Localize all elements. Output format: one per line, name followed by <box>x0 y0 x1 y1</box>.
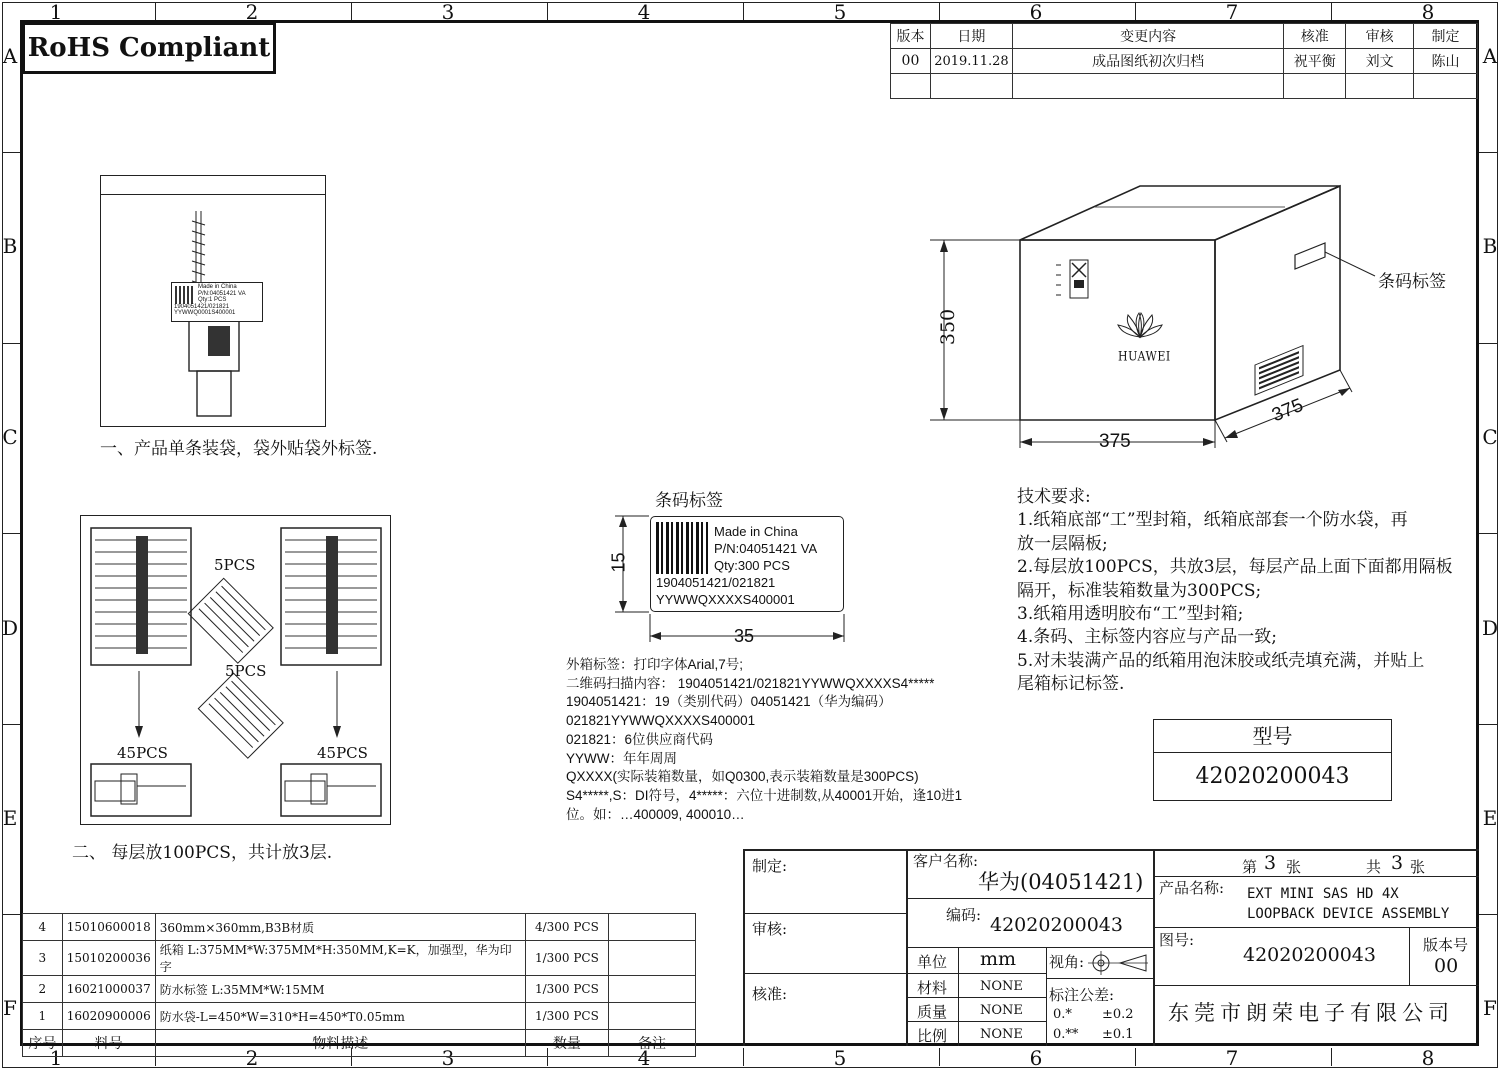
total-prefix: 共 <box>1366 858 1382 876</box>
tech-line: 4.条码、主标签内容应与产品一致; <box>1017 627 1277 648</box>
view-label: 视角: <box>1049 953 1085 971</box>
total-unit: 张 <box>1410 858 1426 876</box>
zone-col: 3 <box>441 1046 455 1070</box>
label-note-line: 1904051421：19（类别代码）04051421（华为编码） <box>566 694 892 710</box>
barcode-label-line: YYWWQXXXXS400001 <box>656 592 795 607</box>
rev-approver: 祝平衡 <box>1284 49 1346 74</box>
bom-header-desc: 物料描述 <box>155 1030 525 1057</box>
layer-arrangement-drawing <box>80 515 391 825</box>
box-brand: HUAWEI <box>1118 348 1171 365</box>
label-note-line: 外箱标签：打印字体Arial,7号; <box>566 657 744 672</box>
bom-no: 3 <box>23 941 63 976</box>
zone-row: C <box>2 425 18 449</box>
count-5pcs-a: 5PCS <box>214 556 256 574</box>
weight-label: 质量 <box>917 1003 948 1021</box>
zone-col: 7 <box>1225 0 1239 24</box>
rev-author: 陈山 <box>1414 49 1478 74</box>
bom-desc: 防水袋-L=450*W=310*H=450*T0.05mm <box>155 1003 525 1030</box>
zone-row: A <box>1482 44 1498 68</box>
projection-symbol-icon <box>1088 950 1150 976</box>
model-value: 42020200043 <box>1195 764 1350 789</box>
weight-value: NONE <box>980 1003 1023 1018</box>
label-note-line: QXXXX(实际装箱数量，如Q0300,表示装箱数量是300PCS) <box>566 769 919 785</box>
code-label: 编码: <box>946 906 982 924</box>
tol2-key: 0.** <box>1053 1027 1079 1042</box>
reviewed-by-label: 审核: <box>752 920 788 938</box>
label-height-dim: 15 <box>608 552 629 573</box>
bom-qty: 1/300 PCS <box>525 941 608 976</box>
product-line1: EXT MINI SAS HD 4X <box>1247 886 1399 902</box>
table-row <box>23 976 696 1003</box>
box-width-dim: 375 <box>1099 431 1131 452</box>
unit-label: 单位 <box>917 953 948 971</box>
bom-header-no: 序号 <box>23 1030 63 1057</box>
rev-date: 2019.11.28 <box>930 49 1012 74</box>
bom-desc: 360mm×360mm,B3B材质 <box>155 914 525 941</box>
version-label: 版本号 <box>1423 936 1469 954</box>
barcode-label-line: 1904051421/021821 <box>656 575 776 590</box>
zone-row: B <box>1482 234 1498 258</box>
tech-title: 技术要求: <box>1017 487 1091 507</box>
bom-header-row <box>23 1030 696 1057</box>
code-value: 42020200043 <box>990 914 1123 936</box>
bom-note <box>609 1003 696 1030</box>
zone-col: 4 <box>637 1046 651 1070</box>
figure1-caption: 一、产品单条装袋，袋外贴袋外标签. <box>100 439 378 459</box>
bom-note <box>609 941 696 976</box>
box-depth-dim: 375 <box>1269 394 1307 427</box>
tol1-val: ±0.2 <box>1102 1007 1134 1022</box>
barcode-label-line: Qty:300 PCS <box>714 558 790 573</box>
drawing-no-label: 图号: <box>1159 931 1195 949</box>
bom-qty: 1/300 PCS <box>525 1003 608 1030</box>
barcode-label-title: 条码标签 <box>655 491 723 511</box>
label-note-line: S4*****,S：DI符号，4*****：六位十进制数,从40001开始，逢10进1 <box>566 787 963 803</box>
revision-table <box>890 23 1478 99</box>
bag-label-line: 1904051421/021821 <box>174 303 230 310</box>
bom-part: 16020900006 <box>62 1003 155 1030</box>
rev-header-approve: 核准 <box>1284 24 1346 49</box>
bom-no: 1 <box>23 1003 63 1030</box>
product-line2: LOOPBACK DEVICE ASSEMBLY <box>1247 906 1450 922</box>
bom-qty: 4/300 PCS <box>525 914 608 941</box>
label-note-line: 二维码扫描内容： 1904051421/021821YYWWQXXXXS4***** <box>566 675 935 691</box>
company-name: 东莞市朗荣电子有限公司 <box>1168 1001 1454 1025</box>
bom-table <box>22 913 696 1057</box>
box-height-dim: 350 <box>937 308 960 346</box>
customer-label: 客户名称: <box>913 852 979 870</box>
zone-col: 7 <box>1225 1046 1239 1070</box>
figure2-caption: 二、 每层放100PCS，共计放3层. <box>72 843 333 863</box>
bag-label-line: Made in China <box>198 284 237 290</box>
qr-code-icon <box>175 286 193 304</box>
zone-row: C <box>1482 425 1498 449</box>
tolerance-label: 标注公差: <box>1049 986 1115 1004</box>
revision-header-row <box>891 24 1478 49</box>
scale-value: NONE <box>980 1027 1023 1042</box>
bom-no: 2 <box>23 976 63 1003</box>
tech-line: 5.对未装满产品的纸箱用泡沫胶或纸壳填充满，并贴上 <box>1017 650 1425 671</box>
bom-part: 16021000037 <box>62 976 155 1003</box>
zone-col: 3 <box>441 0 455 24</box>
bag-label-line: Qty:1 PCS <box>198 297 227 304</box>
bom-desc: 纸箱 L:375MM*W:375MM*H:350MM,K=K，加强型，华为印字 <box>155 941 525 976</box>
table-row <box>23 1003 696 1030</box>
bom-note <box>609 976 696 1003</box>
rev-header-review: 审核 <box>1346 24 1414 49</box>
table-row <box>23 914 696 941</box>
zone-col: 8 <box>1421 0 1435 24</box>
zone-row: D <box>1481 616 1499 640</box>
zone-col: 6 <box>1029 0 1043 24</box>
made-by-label: 制定: <box>752 857 788 875</box>
sheet-unit: 张 <box>1286 858 1302 876</box>
zone-col: 8 <box>1421 1046 1435 1070</box>
bom-header-part: 料号 <box>62 1030 155 1057</box>
rev-header-change: 变更内容 <box>1012 24 1283 49</box>
tech-line: 1.纸箱底部“工”型封箱，纸箱底部套一个防水袋，再 <box>1017 510 1408 531</box>
zone-row: F <box>3 996 17 1020</box>
bom-note <box>609 914 696 941</box>
rev-version: 00 <box>891 49 931 74</box>
zone-col: 1 <box>49 0 63 24</box>
tech-requirements <box>1017 486 1453 697</box>
label-note-line: 021821YYWWQXXXXS400001 <box>566 713 756 729</box>
count-45pcs-b: 45PCS <box>317 744 368 762</box>
tech-line: 尾箱标记标签. <box>1017 674 1125 695</box>
model-box <box>1153 719 1392 801</box>
table-row <box>23 941 696 976</box>
total-no: 3 <box>1391 852 1404 874</box>
bag-label-line: YYWWQ0001S400001 <box>174 310 236 317</box>
bag-label <box>171 282 263 322</box>
tech-line: 放一层隔板; <box>1017 533 1108 554</box>
barcode-callout: 条码标签 <box>1378 272 1446 292</box>
sheet-no: 3 <box>1264 852 1277 874</box>
rev-header-version: 版本 <box>891 24 931 49</box>
tol1-key: 0.* <box>1053 1007 1072 1022</box>
zone-col: 2 <box>245 0 259 24</box>
label-note-line: YYWW：年年周周 <box>566 750 677 766</box>
material-value: NONE <box>980 979 1023 994</box>
label-notes <box>566 656 962 824</box>
model-title: 型号 <box>1154 720 1391 753</box>
tol2-val: ±0.1 <box>1102 1027 1134 1042</box>
carton-box-drawing <box>930 180 1390 460</box>
customer-value: 华为(04051421) <box>978 870 1144 894</box>
scale-label: 比例 <box>917 1027 948 1045</box>
product-label: 产品名称: <box>1159 879 1225 897</box>
label-note-line: 位。如：…400009, 400010… <box>566 806 745 822</box>
barcode-label-dimensions <box>605 510 855 650</box>
unit-value: mm <box>980 948 1017 970</box>
rohs-badge: RoHS Compliant <box>22 22 276 74</box>
zone-row: A <box>2 44 18 68</box>
bom-no: 4 <box>23 914 63 941</box>
bom-desc: 防水标签 L:35MM*W:15MM <box>155 976 525 1003</box>
zone-row: F <box>1483 996 1497 1020</box>
rev-header-date: 日期 <box>930 24 1012 49</box>
bom-part: 15010600018 <box>62 914 155 941</box>
barcode-label-line: P/N:04051421 VA <box>714 541 818 556</box>
revision-empty-row <box>891 74 1478 99</box>
zone-col: 1 <box>49 1046 63 1070</box>
zone-row: B <box>2 234 18 258</box>
bag-label-line: P/N:04051421 VA <box>198 290 246 297</box>
version-value: 00 <box>1434 955 1459 977</box>
bom-part: 15010200036 <box>62 941 155 976</box>
zone-row: E <box>2 806 18 830</box>
drawing-no-value: 42020200043 <box>1243 944 1376 966</box>
count-5pcs-b: 5PCS <box>225 662 267 680</box>
zone-col: 6 <box>1029 1046 1043 1070</box>
bag-drawing <box>100 175 326 427</box>
rev-change: 成品图纸初次归档 <box>1012 49 1283 74</box>
tech-line: 2.每层放100PCS，共放3层，每层产品上面下面都用隔板 <box>1017 557 1453 578</box>
rev-header-author: 制定 <box>1414 24 1478 49</box>
barcode-label-line: Made in China <box>714 524 798 539</box>
sheet-prefix: 第 <box>1242 858 1258 876</box>
revision-row <box>891 49 1478 74</box>
bom-header-note: 备注 <box>609 1030 696 1057</box>
zone-col: 5 <box>833 1046 847 1070</box>
bom-header-qty: 数量 <box>525 1030 608 1057</box>
tech-line: 3.纸箱用透明胶布“工”型封箱; <box>1017 604 1244 625</box>
label-width-dim: 35 <box>734 626 755 646</box>
zone-row: D <box>1 616 19 640</box>
count-45pcs-a: 45PCS <box>117 744 168 762</box>
zone-col: 4 <box>637 0 651 24</box>
zone-row: E <box>1482 806 1498 830</box>
tech-line: 隔开，标准装箱数量为300PCS; <box>1017 580 1262 601</box>
label-note-line: 021821：6位供应商代码 <box>566 731 714 747</box>
huawei-logo-icon <box>1118 313 1162 337</box>
approved-by-label: 核准: <box>752 985 788 1003</box>
bom-qty: 1/300 PCS <box>525 976 608 1003</box>
zone-col: 5 <box>833 0 847 24</box>
material-label: 材料 <box>917 979 948 997</box>
rev-reviewer: 刘文 <box>1346 49 1414 74</box>
zone-col: 2 <box>245 1046 259 1070</box>
